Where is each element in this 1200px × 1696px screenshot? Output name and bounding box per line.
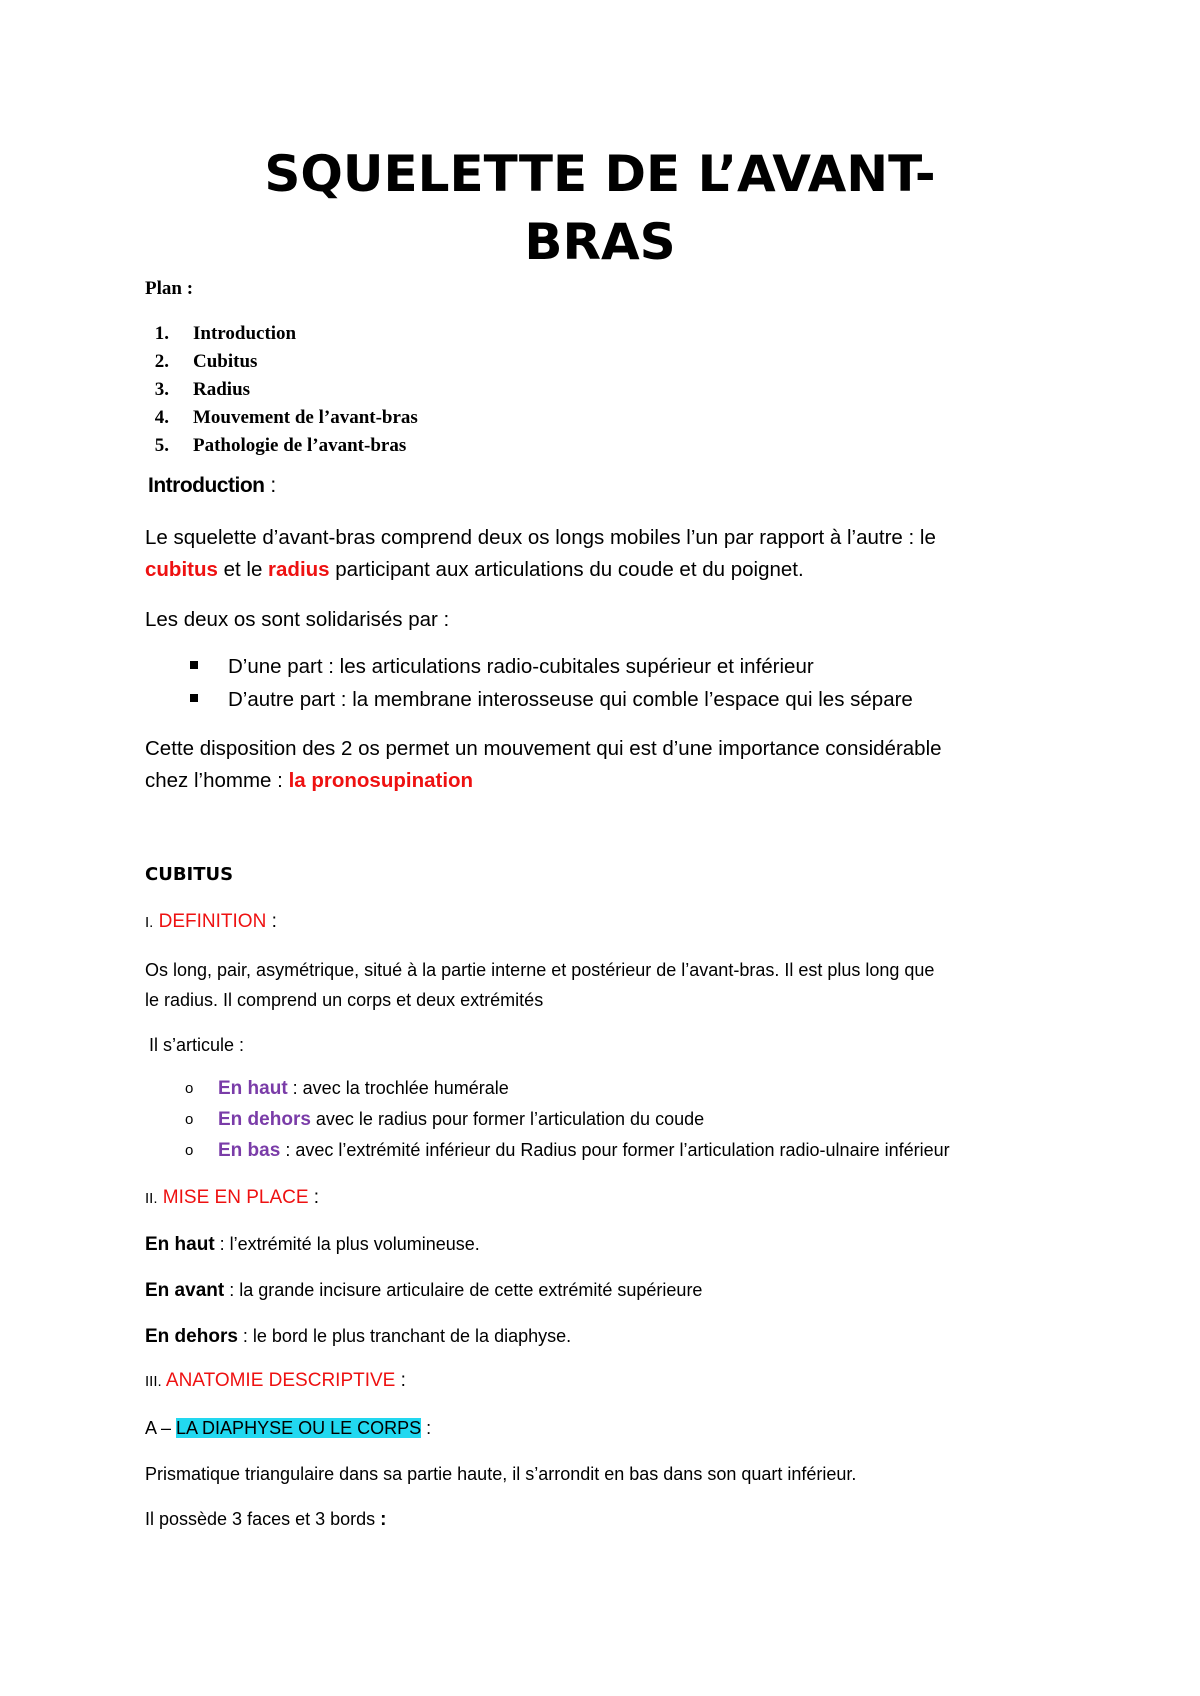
intro-paragraph-3-line-1: Cette disposition des 2 os permet un mouvement qui est d’une importance considérable (145, 737, 942, 760)
title-line-2: BRAS (524, 213, 676, 271)
mise-en-place-text: : la grande incisure articulaire de cette extrémité supérieure (224, 1280, 703, 1300)
introduction-heading-text: Introduction (148, 474, 265, 497)
plan-item-number: 5. (154, 435, 169, 456)
title-line-1: SQUELETTE DE L’AVANT- (264, 145, 936, 203)
bullet-text: D’autre part : la membrane interosseuse qui comble l’espace qui les sépare (228, 688, 913, 711)
anatomie-number: III. (145, 1373, 162, 1390)
plan-item-number: 4. (154, 407, 169, 428)
definition-paragraph-line-2: le radius. Il comprend un corps et deux extrémités (145, 990, 544, 1010)
mise-en-place-item (145, 1230, 480, 1259)
introduction-heading-suffix: : (264, 474, 277, 497)
list-item (190, 650, 913, 683)
mise-en-place-text: : l’extrémité la plus volumineuse. (214, 1234, 480, 1254)
plan-item-number: 1. (154, 323, 169, 344)
bullet-text: D’une part : les articulations radio-cubitales supérieur et inférieur (228, 655, 814, 678)
definition-paragraph-line-1: Os long, pair, asymétrique, situé à la partie interne et postérieur de l’avant-bras. Il est plus long que (145, 960, 935, 980)
mise-en-place-item (145, 1322, 571, 1351)
radius-highlight: radius (268, 558, 330, 581)
diaphyse-highlight: LA DIAPHYSE OU LE CORPS (176, 1418, 422, 1438)
intro-paragraph-3 (145, 733, 1045, 797)
mise-en-place-key: En avant (145, 1280, 225, 1301)
plan-item-number: 2. (154, 351, 169, 372)
intro-paragraph-3-prefix: chez l’homme : (145, 769, 289, 792)
diaphyse-suffix: : (421, 1418, 432, 1438)
square-bullet-icon (190, 694, 198, 702)
intro-paragraph-1-rest: participant aux articulations du coude et du poignet. (329, 558, 804, 581)
mise-en-place-text: : le bord le plus tranchant de la diaphyse. (237, 1326, 572, 1346)
plan-list (145, 320, 418, 460)
mise-en-place-key: En haut (145, 1234, 215, 1255)
definition-number: I. (145, 914, 154, 931)
diaphyse-paragraph-1: Prismatique triangulaire dans sa partie haute, il s’arrondit en bas dans son quart inférieur. (145, 1464, 857, 1484)
introduction-heading (148, 474, 276, 498)
articulation-list (185, 1073, 950, 1166)
articulation-key: En haut (218, 1078, 288, 1099)
definition-suffix: : (266, 911, 277, 932)
plan-label: Plan : (145, 278, 194, 299)
intro-paragraph-2: Les deux os sont solidarisés par : (145, 608, 450, 631)
definition-paragraph (145, 955, 1065, 1015)
articulation-key: En bas (218, 1140, 281, 1161)
pronosupination-highlight: la pronosupination (288, 769, 474, 792)
list-item (185, 1104, 950, 1135)
list-item (190, 683, 913, 716)
mise-en-place-item (145, 1276, 702, 1305)
plan-item-text: Mouvement de l’avant-bras (193, 407, 418, 428)
plan-item-text: Pathologie de l’avant-bras (193, 435, 407, 456)
diaphyse-heading (145, 1414, 431, 1442)
intro-paragraph-1-mid: et le (217, 558, 269, 581)
diaphyse-prefix: A – (145, 1418, 177, 1438)
anatomie-heading (145, 1367, 406, 1396)
anatomie-label: ANATOMIE DESCRIPTIVE (165, 1370, 396, 1391)
square-bullet-icon (190, 661, 198, 669)
articulation-text: : avec l’extrémité inférieur du Radius pour former l’articulation radio-ulnaire inférieur (280, 1140, 950, 1160)
circle-bullet-icon: o (185, 1111, 194, 1128)
definition-label: DEFINITION (158, 911, 267, 932)
list-item (185, 1135, 950, 1166)
plan-item-number: 3. (154, 379, 169, 400)
page-title (0, 140, 1200, 276)
plan-item (145, 376, 418, 404)
cubitus-section-title: CUBITUS (145, 864, 234, 885)
articulation-text: avec le radius pour former l’articulation du coude (310, 1109, 705, 1129)
definition-heading (145, 908, 277, 937)
list-item (185, 1073, 950, 1104)
mise-en-place-number: II. (145, 1190, 158, 1207)
articulation-key: En dehors (218, 1109, 311, 1130)
mise-en-place-key: En dehors (145, 1326, 238, 1347)
plan-item (145, 432, 418, 460)
diaphyse-paragraph-2-colon: : (380, 1509, 387, 1530)
plan-item (145, 404, 418, 432)
plan-item-text: Introduction (193, 323, 297, 344)
articule-label: Il s’articule : (149, 1035, 245, 1055)
plan-item-text: Cubitus (193, 351, 258, 372)
cubitus-highlight: cubitus (145, 558, 218, 581)
articulation-text: : avec la trochlée humérale (287, 1078, 509, 1098)
mise-en-place-label: MISE EN PLACE (162, 1187, 309, 1208)
plan-item-text: Radius (193, 379, 251, 400)
circle-bullet-icon: o (185, 1080, 194, 1097)
diaphyse-paragraph-2-text: Il possède 3 faces et 3 bords (145, 1509, 381, 1529)
plan-item (145, 348, 418, 376)
mise-en-place-suffix: : (308, 1187, 320, 1208)
intro-paragraph-1-line-1: Le squelette d’avant-bras comprend deux os longs mobiles l’un par rapport à l’autre : le (145, 526, 936, 549)
circle-bullet-icon: o (185, 1142, 194, 1159)
intro-paragraph-1 (145, 522, 1045, 586)
intro-bullet-list (190, 650, 913, 716)
anatomie-suffix: : (395, 1370, 406, 1391)
diaphyse-paragraph-2 (145, 1505, 386, 1534)
mise-en-place-heading (145, 1184, 319, 1213)
plan-item (145, 320, 418, 348)
